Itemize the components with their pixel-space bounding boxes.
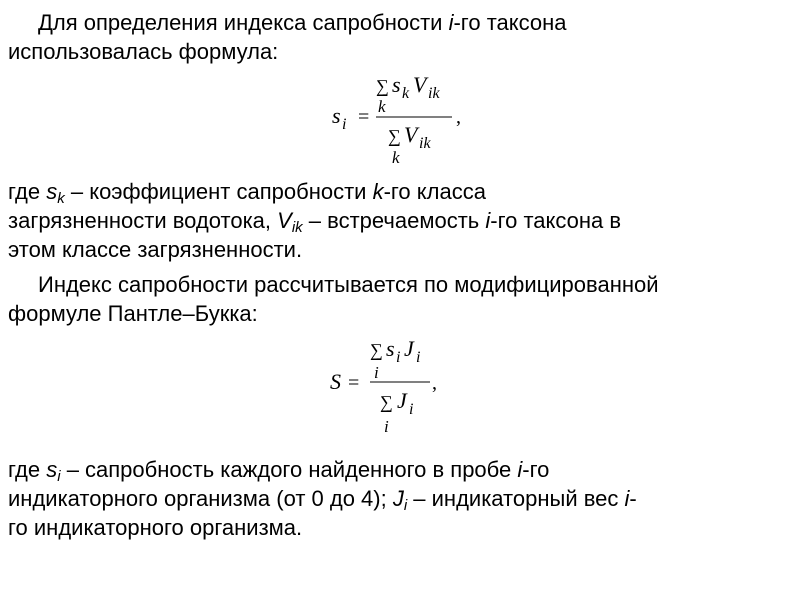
text-line: этом классе загрязненности. [8, 237, 303, 262]
numerator-sum-index: i [374, 363, 379, 382]
text-line: загрязненности водотока, $V_{ik}$ – встречаемость i-го таксона в [8, 208, 622, 236]
sum-symbol: ∑ [380, 392, 393, 412]
text-line: где $s_k$ – коэффициент сапробности k-го класса [8, 179, 486, 207]
sum-symbol: ∑ [376, 76, 389, 96]
formula-pantle-buck [322, 336, 452, 438]
numerator-sum-index: k [378, 97, 386, 116]
numerator-var-v: V [413, 72, 427, 97]
text-line: где $s_i$ – сапробность каждого найденного в пробе i-го [8, 457, 550, 485]
text-line: формуле Пантле–Букка: [8, 301, 258, 326]
denominator-sum-index: k [392, 148, 400, 167]
equals-sign: = [358, 106, 370, 128]
formula-lhs: s [332, 103, 341, 128]
numerator-sub-i: i [416, 349, 421, 366]
numerator-sub-i: i [396, 349, 401, 366]
numerator-sub-ik: ik [428, 85, 440, 102]
variable-i: i [448, 10, 454, 35]
text-line: Для определения индекса сапробности i-го таксона [38, 10, 567, 35]
formula-lhs-subscript: i [342, 116, 347, 133]
denominator-sub-ik: ik [419, 135, 431, 152]
numerator-sub-k: k [402, 85, 410, 102]
denominator-sum-index: i [384, 417, 389, 436]
text-line: Индекс сапробности рассчитывается по модифицированной [38, 272, 659, 297]
text-line: индикаторного организма (от 0 до 4); $J_i$ – индикаторный вес i- [8, 486, 637, 514]
formula-taxon-saprobity [322, 68, 482, 170]
sum-symbol: ∑ [370, 340, 383, 360]
formula-lhs: S [330, 369, 341, 394]
numerator-var-s: s [386, 336, 395, 361]
sum-symbol: ∑ [388, 126, 401, 146]
numerator-var-s: s [392, 72, 401, 97]
trailing-comma: , [456, 106, 461, 128]
numerator-var-j: J [404, 336, 414, 361]
denominator-var-j: J [397, 388, 407, 413]
text-line: использовалась формула: [8, 39, 279, 64]
trailing-comma: , [432, 372, 437, 394]
paragraph-formula2-legend [8, 455, 794, 542]
paragraph-pantle-buck-intro [8, 270, 794, 328]
paragraph-formula1-legend [8, 177, 794, 264]
equals-sign: = [348, 372, 360, 394]
text-line: го индикаторного организма. [8, 515, 303, 540]
paragraph-saprobity-index-intro [8, 8, 794, 66]
denominator-var-v: V [404, 122, 418, 147]
denominator-sub-i: i [409, 401, 414, 418]
